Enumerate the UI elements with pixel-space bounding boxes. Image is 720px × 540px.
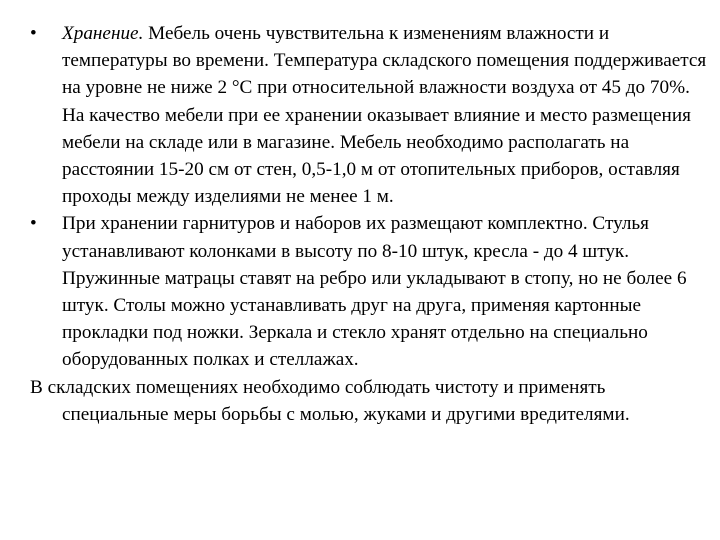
bullet-marker: •	[30, 213, 37, 235]
paragraph-text: Мебель очень чувствительна к изменениям влажности и температуры во времени. Температура складского помещения поддерживается на уровне не ниже 2 °С при относительной влажности воздуха от 45 до 70%. На качество мебели при ее хранении оказывает влияние и место размещения мебели на складе или в магазине. Мебель необходимо располагать на расстоянии 15-20 см от стен, 0,5-1,0 м от отопительных приборов, оставляя проходы между изделиями не менее 1 м.	[62, 23, 707, 208]
bullet-paragraph-sets	[30, 210, 710, 373]
paragraph-cleanliness	[30, 374, 710, 428]
bullet-paragraph-storage	[30, 20, 710, 210]
paragraph-text: При хранении гарнитуров и наборов их размещают комплектно. Стулья устанавливают колонками в высоту по 8-10 штук, кресла - до 4 штук. Пружинные матрацы ставят на ребро или укладывают в стопу, но не более 6 штук. Столы можно устанавливать друг на друга, применяя картонные прокладки под ножки. Зеркала и стекло хранят отдельно на специально оборудованных полках и стеллажах.	[62, 213, 687, 371]
paragraph-text: В складских помещениях необходимо соблюдать чистоту и применять специальные меры борьбы с молью, жуками и другими вредителями.	[30, 376, 630, 425]
term-storage: Хранение.	[62, 23, 144, 44]
slide-text-body	[30, 20, 710, 428]
bullet-marker: •	[30, 23, 37, 44]
